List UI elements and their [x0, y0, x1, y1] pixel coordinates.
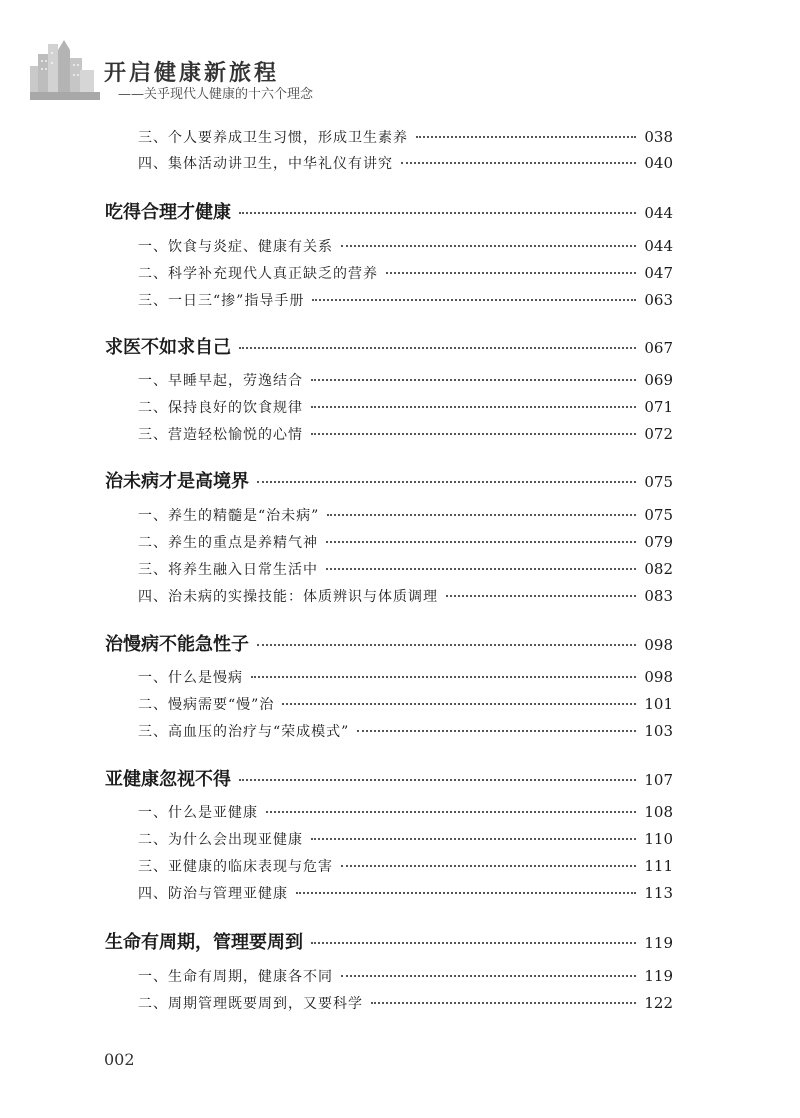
toc-subsection-entry — [138, 424, 673, 444]
toc-subsection-entry — [138, 153, 673, 173]
toc-entry-page: 110 — [644, 830, 673, 848]
toc-entry-label: 一、生命有周期，健康各不同 — [138, 969, 333, 985]
toc-subsection-entry — [138, 694, 673, 714]
dot-leader — [446, 595, 636, 597]
toc-entry-page: 075 — [644, 473, 673, 491]
dot-leader — [386, 272, 636, 274]
toc-entry-page: 101 — [644, 695, 673, 713]
dot-leader — [239, 347, 636, 349]
toc-subsection-entry — [138, 290, 673, 310]
page-number: 002 — [104, 1050, 135, 1069]
toc-section-entry — [105, 928, 673, 954]
toc-subsection-entry — [138, 993, 673, 1013]
toc-section-entry — [105, 467, 673, 493]
toc-entry-page: 083 — [644, 587, 673, 605]
toc-entry-label: 求医不如求自己 — [105, 337, 231, 358]
toc-subsection-entry — [138, 397, 673, 417]
dot-leader — [239, 779, 636, 781]
toc-subsection-entry — [138, 856, 673, 876]
toc-subsection-entry — [138, 802, 673, 822]
toc-entry-label: 二、保持良好的饮食规律 — [138, 400, 303, 416]
dot-leader — [311, 433, 636, 435]
toc-subsection-entry — [138, 966, 673, 986]
toc-entry-page: 107 — [644, 771, 673, 789]
toc-entry-page: 103 — [644, 722, 673, 740]
dot-leader — [327, 514, 636, 516]
toc-entry-label: 三、亚健康的临床表现与危害 — [138, 859, 333, 875]
toc-entry-page: 119 — [644, 934, 673, 952]
toc-subsection-entry — [138, 721, 673, 741]
city-skyline-logo — [30, 36, 100, 104]
toc-entry-label: 治未病才是高境界 — [105, 471, 249, 492]
dot-leader — [257, 481, 636, 483]
toc-entry-label: 四、防治与管理亚健康 — [138, 886, 288, 902]
toc-entry-label: 一、饮食与炎症、健康有关系 — [138, 239, 333, 255]
toc-entry-page: 067 — [644, 339, 673, 357]
toc-entry-label: 四、集体活动讲卫生，中华礼仪有讲究 — [138, 156, 393, 172]
toc-entry-label: 三、一日三“掺”指导手册 — [138, 293, 305, 309]
dot-leader — [266, 811, 636, 813]
dot-leader — [341, 865, 636, 867]
toc-entry-label: 生命有周期，管理要周到 — [105, 932, 303, 953]
toc-entry-page: 040 — [644, 154, 673, 172]
toc-subsection-entry — [138, 505, 673, 525]
toc-entry-page: 122 — [644, 994, 673, 1012]
dot-leader — [296, 892, 636, 894]
toc-entry-label: 三、高血压的治疗与“荣成模式” — [138, 724, 350, 740]
toc-subsection-entry — [138, 559, 673, 579]
toc-entry-page: 113 — [644, 884, 673, 902]
toc-entry-label: 三、将养生融入日常生活中 — [138, 562, 318, 578]
dot-leader — [311, 379, 636, 381]
dot-leader — [311, 406, 636, 408]
toc-entry-page: 071 — [644, 398, 673, 416]
toc-entry-page: 047 — [644, 264, 673, 282]
header-subtitle: ——关乎现代人健康的十六个理念 — [118, 87, 314, 102]
toc-subsection-entry — [138, 236, 673, 256]
toc-entry-label: 二、科学补充现代人真正缺乏的营养 — [138, 266, 378, 282]
toc-subsection-entry — [138, 370, 673, 390]
toc-entry-page: 108 — [644, 803, 673, 821]
dot-leader — [341, 245, 636, 247]
toc-entry-label: 二、周期管理既要周到，又要科学 — [138, 996, 363, 1012]
dot-leader — [282, 703, 636, 705]
toc-entry-page: 072 — [644, 425, 673, 443]
toc-entry-label: 二、慢病需要“慢”治 — [138, 697, 275, 713]
toc-subsection-entry — [138, 586, 673, 606]
toc-entry-page: 082 — [644, 560, 673, 578]
toc-subsection-entry — [138, 532, 673, 552]
toc-entry-page: 098 — [644, 668, 673, 686]
toc-entry-label: 亚健康忽视不得 — [105, 769, 231, 790]
dot-leader — [401, 162, 636, 164]
toc-entry-page: 038 — [644, 128, 673, 146]
toc-entry-label: 一、养生的精髓是“治未病” — [138, 508, 320, 524]
dot-leader — [371, 1002, 636, 1004]
dot-leader — [311, 838, 636, 840]
toc-entry-page: 075 — [644, 506, 673, 524]
toc-entry-label: 一、早睡早起，劳逸结合 — [138, 373, 303, 389]
dot-leader — [239, 212, 636, 214]
dot-leader — [257, 644, 636, 646]
toc-entry-label: 三、营造轻松愉悦的心情 — [138, 427, 303, 443]
toc-entry-page: 044 — [644, 237, 673, 255]
dot-leader — [357, 730, 636, 732]
header-title: 开启健康新旅程 — [104, 60, 280, 86]
dot-leader — [341, 975, 636, 977]
dot-leader — [416, 136, 636, 138]
toc-entry-page: 119 — [644, 967, 673, 985]
toc-section-entry — [105, 630, 673, 656]
dot-leader — [326, 568, 636, 570]
toc-subsection-entry — [138, 263, 673, 283]
toc-entry-page: 044 — [644, 204, 673, 222]
toc-entry-label: 四、治未病的实操技能：体质辨识与体质调理 — [138, 589, 438, 605]
dot-leader — [251, 676, 636, 678]
toc-entry-label: 二、为什么会出现亚健康 — [138, 832, 303, 848]
dot-leader — [311, 942, 636, 944]
toc-entry-label: 三、个人要养成卫生习惯，形成卫生素养 — [138, 130, 408, 146]
toc-entry-page: 098 — [644, 636, 673, 654]
toc-entry-label: 一、什么是亚健康 — [138, 805, 258, 821]
toc-section-entry — [105, 333, 673, 359]
toc-section-entry — [105, 765, 673, 791]
toc-section-entry — [105, 198, 673, 224]
dot-leader — [326, 541, 636, 543]
toc-subsection-entry — [138, 127, 673, 147]
dot-leader — [312, 299, 636, 301]
toc-entry-label: 治慢病不能急性子 — [105, 634, 249, 655]
toc-subsection-entry — [138, 667, 673, 687]
toc-entry-label: 一、什么是慢病 — [138, 670, 243, 686]
toc-entry-label: 二、养生的重点是养精气神 — [138, 535, 318, 551]
toc-entry-label: 吃得合理才健康 — [105, 202, 231, 223]
toc-entry-page: 079 — [644, 533, 673, 551]
toc-subsection-entry — [138, 883, 673, 903]
toc-entry-page: 063 — [644, 291, 673, 309]
toc-entry-page: 069 — [644, 371, 673, 389]
toc-subsection-entry — [138, 829, 673, 849]
toc-entry-page: 111 — [644, 857, 673, 875]
